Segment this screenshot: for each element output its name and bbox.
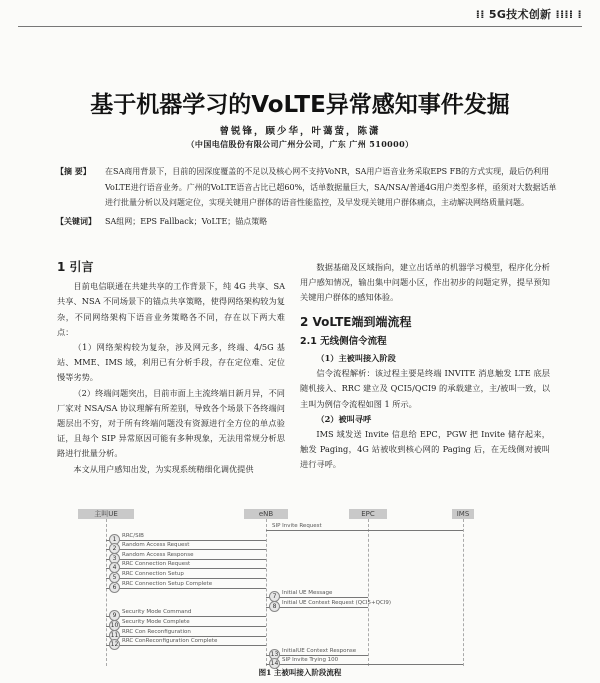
message-arrow bbox=[266, 607, 368, 608]
subsection-2-1-heading: 2.1 无线侧信令流程 bbox=[300, 335, 387, 347]
step-number: 11 bbox=[110, 631, 119, 639]
message-label: SIP Invite Trying 100 bbox=[282, 657, 339, 664]
message-arrow bbox=[106, 568, 266, 569]
paper-authors: 曾锐锋，顾少华，叶蔼萤，陈潇 bbox=[219, 126, 381, 137]
abstract-text: 在SA商用背景下，目前的因深度覆盖的不足以及核心网不支持VoNR，SA用户语音业务采取EPS FB的方式实现，最后仍利用VoLTE进行语音业务。广州的VoLTE语音占比已超60%，话单数据量巨大，SA/NSA/普通4G用户类型多样，亟须对大数据话单进行批量分析以及问题定位，实现关键用户群体的语音性能监控，及早发现关键用户群体痛点，主动解决网络质量问题。 bbox=[105, 167, 557, 207]
lane-header: 主叫UE bbox=[78, 509, 134, 519]
right-column-paragraph: 信令流程解析：该过程主要是终端 INVITE 消息触发 LTE 底层随机接入、RRC 建立及 QCI5/QCI9 的承载建立，主/被叫一致，以主叫为例信令流程如图 1 所示。 bbox=[300, 368, 550, 409]
step-number: 7 bbox=[269, 591, 280, 602]
step-number: 5 bbox=[109, 572, 120, 583]
section-2-heading: 2 VoLTE端到端流程 bbox=[300, 314, 412, 329]
message-label: RRC/SIB bbox=[122, 532, 144, 539]
step-number: 12 bbox=[110, 641, 119, 649]
message-label: Random Access Response bbox=[122, 551, 194, 558]
section-1-paragraph: 本文从用户感知出发，为实现系统精细化调优提供 bbox=[73, 463, 254, 474]
message-label: Security Mode Command bbox=[122, 609, 192, 616]
message-label: Initial UE Context Request (QCI5+QCI9) bbox=[282, 599, 392, 606]
lane-header: IMS bbox=[452, 509, 474, 519]
section-1-heading: 1 引言 bbox=[57, 260, 94, 274]
section-1-paragraph: （2）终端问题突出，目前市面上主流终端日新月异，不同厂家对 NSA/SA 协议理解有所差别，导致各个场景下各终端问题层出不穷，对于所有终端问题没有资源进行全方位的单点验证，且每个 SIP 异常原因可能有多种现象，无法用常规分析思路进行批量分析。 bbox=[57, 387, 285, 459]
step-number: 9 bbox=[109, 610, 120, 621]
step-number: 10 bbox=[110, 622, 119, 629]
message-label: RRC Con Reconfiguration bbox=[122, 628, 191, 635]
right-column-paragraph: 数据基础及区域指向，建立出话单的机器学习模型，程序化分析用户感知情况，输出集中问题小区，作出初步的问题定界，提早预知关键用户群体的感知体验。 bbox=[300, 262, 550, 303]
message-label: Random Access Request bbox=[122, 542, 190, 549]
message-label: RRC Connection Request bbox=[122, 561, 191, 568]
step-number: 13 bbox=[270, 650, 279, 658]
lane-header: eNB bbox=[244, 509, 288, 519]
header-dots-icon: ⁞⁞⁞⁞ ⁞ bbox=[551, 8, 582, 21]
message-label: Initial UE Message bbox=[282, 590, 333, 597]
message-arrow bbox=[106, 626, 266, 627]
message-arrow bbox=[106, 559, 266, 560]
message-label: RRC Connection Setup bbox=[122, 571, 184, 577]
message-label: Security Mode Complete bbox=[122, 619, 190, 625]
sequence-diagram bbox=[76, 509, 476, 666]
paper-title: 基于机器学习的VoLTE异常感知事件发掘 bbox=[90, 92, 510, 118]
message-arrow bbox=[266, 664, 463, 665]
message-arrow bbox=[106, 645, 266, 646]
step-number: 6 bbox=[109, 582, 120, 593]
message-label: InitialUE Context Response bbox=[282, 647, 357, 654]
right-column-paragraph: IMS 域发送 Invite 信息给 EPC，PGW 把 Invite 储存起来，触发 Paging，4G 站被收到核心网的 Paging 后，在无线侧对被叫进行寻呼。 bbox=[300, 429, 550, 470]
message-arrow bbox=[106, 549, 266, 550]
item-heading: （1）主被叫接入阶段 bbox=[316, 353, 396, 364]
step-number: 8 bbox=[269, 601, 280, 612]
section-1-paragraph: （1）网络架构较为复杂，涉及网元多，终端、4/5G 基站、MME、IMS 域，利用已有分析手段，存在定位难、定位慢等劣势。 bbox=[57, 342, 285, 383]
lane-lifeline bbox=[106, 519, 107, 666]
keywords-label: 【关键词】 bbox=[56, 215, 96, 226]
paper-affiliation: （中国电信股份有限公司广州分公司，广东 广州 510000） bbox=[186, 139, 414, 149]
message-arrow bbox=[106, 578, 266, 579]
abstract-label: 【摘 要】 bbox=[56, 166, 91, 176]
message-arrow bbox=[266, 597, 368, 598]
step-number: 14 bbox=[270, 660, 279, 668]
message-label: RRC Connection Setup Complete bbox=[122, 580, 213, 587]
header-rule bbox=[18, 26, 582, 27]
message-arrow bbox=[266, 530, 463, 531]
lane-lifeline bbox=[368, 519, 369, 666]
left-column bbox=[57, 260, 285, 477]
journal-section-header bbox=[476, 6, 582, 22]
lane-header: EPC bbox=[349, 509, 387, 519]
message-arrow bbox=[106, 540, 266, 541]
step-number: 2 bbox=[109, 543, 120, 554]
step-number: 3 bbox=[109, 553, 120, 564]
right-column bbox=[300, 260, 550, 473]
message-arrow bbox=[106, 616, 266, 617]
figure-caption: 图1 主被叫接入阶段流程 bbox=[258, 668, 342, 677]
item-heading: （2）被叫寻呼 bbox=[316, 413, 372, 424]
message-label: RRC ConReconfiguration Complete bbox=[122, 638, 218, 645]
message-arrow bbox=[266, 655, 368, 656]
lane-lifeline bbox=[266, 519, 267, 666]
step-number: 4 bbox=[109, 562, 120, 573]
message-label: SIP Invite Request bbox=[272, 523, 322, 529]
keywords-text: SA组网；EPS Fallback；VoLTE；锚点策略 bbox=[105, 216, 268, 226]
step-number: 1 bbox=[109, 534, 120, 545]
abstract-block bbox=[56, 164, 558, 229]
lane-lifeline bbox=[463, 519, 464, 666]
header-dots-icon: ⁞⁞ bbox=[475, 8, 489, 21]
message-arrow bbox=[106, 636, 266, 637]
message-arrow bbox=[106, 588, 266, 589]
journal-section-label: 5G技术创新 bbox=[488, 8, 552, 21]
section-1-paragraph: 目前电信联通在共建共享的工作背景下，纯 4G 共享、SA 共享、NSA 不同场景下的锚点共享策略，使得网络架构较为复杂，不同网络架构下语音业务策略各不同，存在以下两大难点： bbox=[57, 281, 285, 337]
